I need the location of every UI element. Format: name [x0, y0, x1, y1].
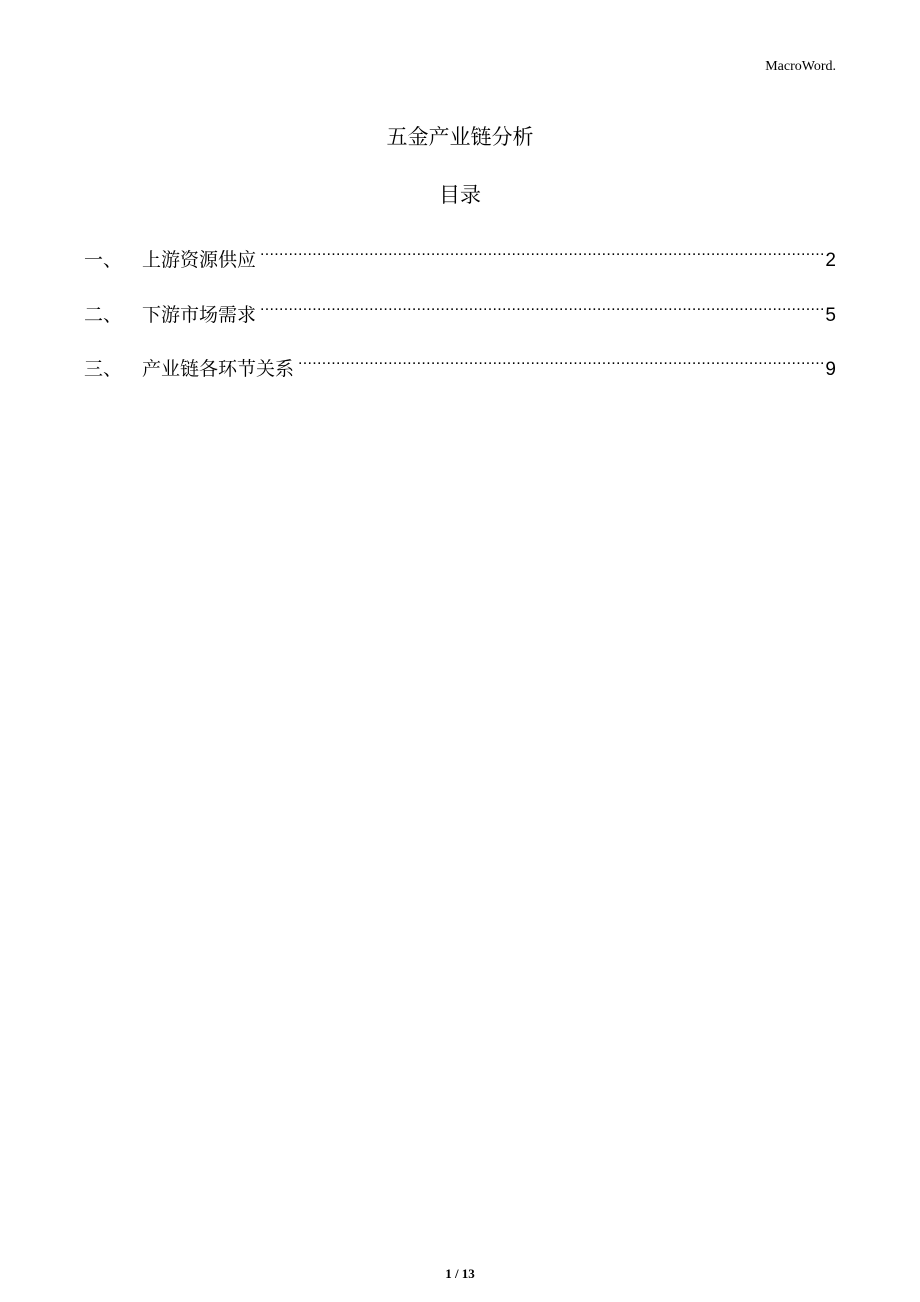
- toc-entry-text[interactable]: 产业链各环节关系: [142, 358, 295, 380]
- toc-entry-number: 二、: [84, 303, 123, 326]
- toc-entry-page[interactable]: 2: [825, 250, 836, 271]
- toc-dot-leader: [260, 291, 823, 321]
- toc-entry-downstream[interactable]: [84, 291, 836, 326]
- toc-entry-page[interactable]: 5: [825, 304, 836, 326]
- toc-entry-page[interactable]: 9: [825, 359, 836, 380]
- toc-dot-leader: [298, 345, 823, 375]
- toc-entry-text[interactable]: 上游资源供应: [142, 249, 257, 271]
- toc-entry-upstream[interactable]: [84, 236, 836, 271]
- toc-entry-text[interactable]: 下游市场需求: [142, 303, 257, 326]
- header-mark: MacroWord.: [765, 59, 836, 74]
- document-title: 五金产业链分析: [386, 125, 534, 149]
- page-number: 1 / 13: [445, 1266, 475, 1281]
- toc-entry-number: 三、: [84, 358, 123, 380]
- toc-entry-number: 一、: [84, 249, 123, 271]
- toc-entry-chain-relations[interactable]: [84, 345, 836, 380]
- toc-dot-leader: [260, 236, 823, 266]
- table-of-contents: [84, 236, 836, 400]
- toc-heading: 目录: [439, 183, 481, 207]
